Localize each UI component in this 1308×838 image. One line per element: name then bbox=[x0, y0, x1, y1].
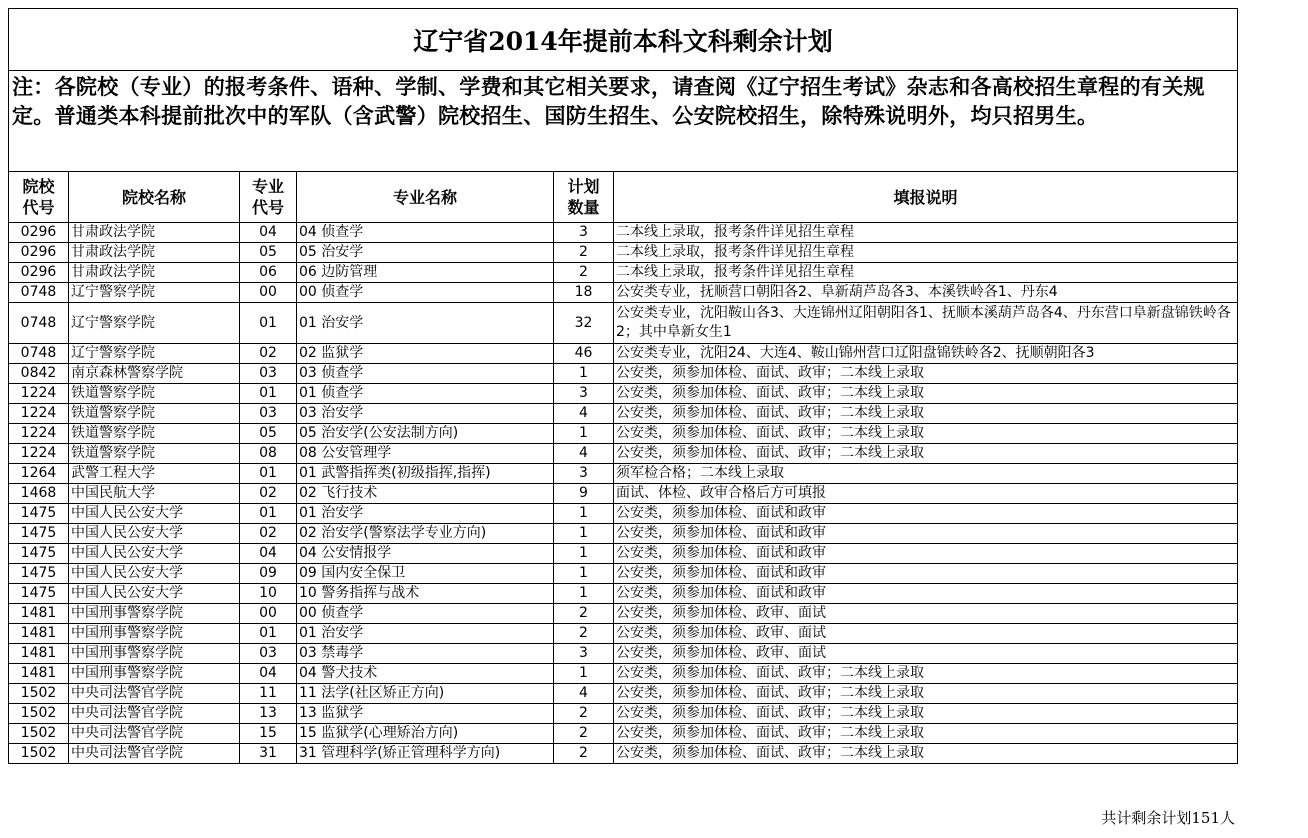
cell-plan-count: 1 bbox=[554, 544, 614, 564]
cell-school-code: 1502 bbox=[9, 684, 69, 704]
cell-remark: 公安类专业，抚顺营口朝阳各2、阜新葫芦岛各3、本溪铁岭各1、丹东4 bbox=[614, 283, 1238, 303]
cell-major-code: 31 bbox=[240, 744, 297, 764]
cell-school-name: 铁道警察学院 bbox=[69, 404, 240, 424]
cell-plan-count: 3 bbox=[554, 223, 614, 243]
cell-plan-count: 1 bbox=[554, 524, 614, 544]
cell-school-code: 0296 bbox=[9, 223, 69, 243]
cell-remark: 公安类，须参加体检、政审、面试 bbox=[614, 604, 1238, 624]
cell-plan-count: 1 bbox=[554, 364, 614, 384]
cell-plan-count: 3 bbox=[554, 464, 614, 484]
cell-school-name: 铁道警察学院 bbox=[69, 424, 240, 444]
cell-remark: 公安类，须参加体检、面试、政审；二本线上录取 bbox=[614, 704, 1238, 724]
cell-school-name: 中国人民公安大学 bbox=[69, 564, 240, 584]
cell-school-name: 中国人民公安大学 bbox=[69, 524, 240, 544]
table-row bbox=[9, 344, 1238, 364]
cell-school-code: 0748 bbox=[9, 283, 69, 303]
table-row bbox=[9, 484, 1238, 504]
cell-major-name: 04 公安情报学 bbox=[297, 544, 554, 564]
cell-plan-count: 4 bbox=[554, 404, 614, 424]
cell-major-code: 09 bbox=[240, 564, 297, 584]
cell-school-code: 1481 bbox=[9, 664, 69, 684]
cell-remark: 二本线上录取，报考条件详见招生章程 bbox=[614, 263, 1238, 283]
cell-remark: 公安类，须参加体检、政审、面试 bbox=[614, 644, 1238, 664]
cell-major-code: 03 bbox=[240, 364, 297, 384]
cell-school-code: 1481 bbox=[9, 624, 69, 644]
table-row bbox=[9, 384, 1238, 404]
cell-major-code: 04 bbox=[240, 664, 297, 684]
cell-remark: 公安类，须参加体检、面试和政审 bbox=[614, 524, 1238, 544]
cell-major-name: 04 侦查学 bbox=[297, 223, 554, 243]
total-summary: 共计剩余计划151人 bbox=[1101, 809, 1235, 827]
note-text: 注：各院校（专业）的报考条件、语种、学制、学费和其它相关要求，请查阅《辽宁招生考试》杂志和各高校招生章程的有关规定。普通类本科提前批次中的军队（含武警）院校招生、国防生招生、公安院校招生，除特殊说明外，均只招男生。 bbox=[9, 71, 1238, 172]
cell-school-name: 中国刑事警察学院 bbox=[69, 664, 240, 684]
cell-major-code: 01 bbox=[240, 384, 297, 404]
cell-plan-count: 3 bbox=[554, 644, 614, 664]
cell-remark: 二本线上录取，报考条件详见招生章程 bbox=[614, 243, 1238, 263]
cell-major-code: 03 bbox=[240, 644, 297, 664]
table-row bbox=[9, 544, 1238, 564]
cell-plan-count: 2 bbox=[554, 724, 614, 744]
cell-school-name: 中国刑事警察学院 bbox=[69, 604, 240, 624]
cell-school-code: 0748 bbox=[9, 344, 69, 364]
table-row bbox=[9, 364, 1238, 384]
cell-school-name: 铁道警察学院 bbox=[69, 384, 240, 404]
table-row bbox=[9, 584, 1238, 604]
cell-school-code: 0296 bbox=[9, 243, 69, 263]
cell-major-name: 13 监狱学 bbox=[297, 704, 554, 724]
page-title: 辽宁省2014年提前本科文科剩余计划 bbox=[9, 9, 1238, 71]
table-row bbox=[9, 404, 1238, 424]
cell-plan-count: 18 bbox=[554, 283, 614, 303]
cell-major-name: 02 治安学(警察法学专业方向) bbox=[297, 524, 554, 544]
cell-major-name: 31 管理科学(矫正管理科学方向) bbox=[297, 744, 554, 764]
cell-school-name: 中国刑事警察学院 bbox=[69, 624, 240, 644]
cell-major-code: 03 bbox=[240, 404, 297, 424]
table-row bbox=[9, 303, 1238, 344]
cell-remark: 二本线上录取，报考条件详见招生章程 bbox=[614, 223, 1238, 243]
cell-major-code: 10 bbox=[240, 584, 297, 604]
cell-school-code: 1481 bbox=[9, 604, 69, 624]
table-row bbox=[9, 604, 1238, 624]
cell-school-name: 辽宁警察学院 bbox=[69, 283, 240, 303]
cell-plan-count: 2 bbox=[554, 744, 614, 764]
cell-school-code: 1475 bbox=[9, 524, 69, 544]
cell-school-code: 1264 bbox=[9, 464, 69, 484]
cell-major-code: 02 bbox=[240, 524, 297, 544]
cell-remark: 公安类，须参加体检、面试、政审；二本线上录取 bbox=[614, 744, 1238, 764]
cell-school-name: 中央司法警官学院 bbox=[69, 704, 240, 724]
cell-major-name: 06 边防管理 bbox=[297, 263, 554, 283]
cell-plan-count: 2 bbox=[554, 263, 614, 283]
cell-remark: 公安类，须参加体检、面试、政审；二本线上录取 bbox=[614, 444, 1238, 464]
cell-school-code: 0842 bbox=[9, 364, 69, 384]
cell-major-name: 01 治安学 bbox=[297, 624, 554, 644]
cell-school-code: 1475 bbox=[9, 584, 69, 604]
table-header-row bbox=[9, 172, 1238, 223]
cell-remark: 面试、体检、政审合格后方可填报 bbox=[614, 484, 1238, 504]
cell-school-code: 1481 bbox=[9, 644, 69, 664]
table-row bbox=[9, 704, 1238, 724]
cell-school-name: 中国民航大学 bbox=[69, 484, 240, 504]
cell-major-name: 00 侦查学 bbox=[297, 283, 554, 303]
cell-school-name: 中国人民公安大学 bbox=[69, 544, 240, 564]
cell-school-name: 甘肃政法学院 bbox=[69, 243, 240, 263]
cell-major-name: 02 监狱学 bbox=[297, 344, 554, 364]
cell-major-name: 01 治安学 bbox=[297, 303, 554, 344]
table-row bbox=[9, 504, 1238, 524]
cell-school-code: 0296 bbox=[9, 263, 69, 283]
cell-major-name: 08 公安管理学 bbox=[297, 444, 554, 464]
cell-school-code: 1502 bbox=[9, 704, 69, 724]
cell-school-name: 中央司法警官学院 bbox=[69, 724, 240, 744]
cell-plan-count: 2 bbox=[554, 704, 614, 724]
table-row bbox=[9, 684, 1238, 704]
cell-remark: 公安类，须参加体检、面试、政审；二本线上录取 bbox=[614, 384, 1238, 404]
table-row bbox=[9, 744, 1238, 764]
cell-plan-count: 2 bbox=[554, 604, 614, 624]
cell-school-code: 1468 bbox=[9, 484, 69, 504]
cell-plan-count: 3 bbox=[554, 384, 614, 404]
cell-plan-count: 1 bbox=[554, 584, 614, 604]
cell-school-code: 1502 bbox=[9, 744, 69, 764]
cell-major-name: 02 飞行技术 bbox=[297, 484, 554, 504]
cell-remark: 公安类，须参加体检、面试、政审；二本线上录取 bbox=[614, 684, 1238, 704]
cell-remark: 公安类，须参加体检、面试和政审 bbox=[614, 564, 1238, 584]
cell-major-code: 08 bbox=[240, 444, 297, 464]
table-row bbox=[9, 263, 1238, 283]
cell-plan-count: 46 bbox=[554, 344, 614, 364]
cell-plan-count: 2 bbox=[554, 624, 614, 644]
cell-major-name: 15 监狱学(心理矫治方向) bbox=[297, 724, 554, 744]
cell-major-name: 01 侦查学 bbox=[297, 384, 554, 404]
table-row bbox=[9, 524, 1238, 544]
cell-major-code: 05 bbox=[240, 424, 297, 444]
cell-remark: 公安类，须参加体检、面试、政审；二本线上录取 bbox=[614, 424, 1238, 444]
cell-remark: 公安类专业，沈阳鞍山各3、大连锦州辽阳朝阳各1、抚顺本溪葫芦岛各4、丹东营口阜新盘锦铁岭各2；其中阜新女生1 bbox=[614, 303, 1238, 344]
cell-remark: 公安类专业，沈阳24、大连4、鞍山锦州营口辽阳盘锦铁岭各2、抚顺朝阳各3 bbox=[614, 344, 1238, 364]
table-row bbox=[9, 564, 1238, 584]
cell-school-name: 辽宁警察学院 bbox=[69, 303, 240, 344]
header-plan-count: 计划 数量 bbox=[554, 172, 614, 223]
table-row bbox=[9, 424, 1238, 444]
cell-major-code: 04 bbox=[240, 223, 297, 243]
cell-major-code: 15 bbox=[240, 724, 297, 744]
cell-plan-count: 9 bbox=[554, 484, 614, 504]
cell-major-name: 01 治安学 bbox=[297, 504, 554, 524]
cell-major-name: 05 治安学(公安法制方向) bbox=[297, 424, 554, 444]
cell-school-name: 铁道警察学院 bbox=[69, 444, 240, 464]
cell-school-name: 武警工程大学 bbox=[69, 464, 240, 484]
cell-major-code: 06 bbox=[240, 263, 297, 283]
cell-school-code: 1502 bbox=[9, 724, 69, 744]
cell-remark: 公安类，须参加体检、面试和政审 bbox=[614, 544, 1238, 564]
cell-remark: 公安类，须参加体检、政审、面试 bbox=[614, 624, 1238, 644]
cell-major-code: 00 bbox=[240, 604, 297, 624]
cell-major-code: 01 bbox=[240, 464, 297, 484]
cell-plan-count: 2 bbox=[554, 243, 614, 263]
cell-major-code: 01 bbox=[240, 624, 297, 644]
cell-major-code: 00 bbox=[240, 283, 297, 303]
cell-major-name: 05 治安学 bbox=[297, 243, 554, 263]
header-major-name: 专业名称 bbox=[297, 172, 554, 223]
cell-school-name: 中央司法警官学院 bbox=[69, 684, 240, 704]
cell-plan-count: 4 bbox=[554, 684, 614, 704]
cell-major-name: 01 武警指挥类(初级指挥,指挥) bbox=[297, 464, 554, 484]
cell-plan-count: 1 bbox=[554, 564, 614, 584]
header-school-code: 院校 代号 bbox=[9, 172, 69, 223]
cell-major-code: 01 bbox=[240, 504, 297, 524]
cell-major-name: 11 法学(社区矫正方向) bbox=[297, 684, 554, 704]
cell-major-name: 04 警犬技术 bbox=[297, 664, 554, 684]
cell-major-code: 01 bbox=[240, 303, 297, 344]
cell-remark: 公安类，须参加体检、面试和政审 bbox=[614, 584, 1238, 604]
cell-major-code: 13 bbox=[240, 704, 297, 724]
cell-major-name: 10 警务指挥与战术 bbox=[297, 584, 554, 604]
cell-major-name: 09 国内安全保卫 bbox=[297, 564, 554, 584]
cell-school-code: 1224 bbox=[9, 404, 69, 424]
cell-school-name: 南京森林警察学院 bbox=[69, 364, 240, 384]
plan-table bbox=[8, 8, 1238, 764]
cell-school-code: 1475 bbox=[9, 544, 69, 564]
cell-school-name: 中国人民公安大学 bbox=[69, 584, 240, 604]
cell-remark: 公安类，须参加体检、面试、政审；二本线上录取 bbox=[614, 724, 1238, 744]
cell-major-name: 03 治安学 bbox=[297, 404, 554, 424]
cell-remark: 公安类，须参加体检、面试、政审；二本线上录取 bbox=[614, 404, 1238, 424]
table-row bbox=[9, 243, 1238, 263]
table-row bbox=[9, 664, 1238, 684]
table-row bbox=[9, 624, 1238, 644]
table-row bbox=[9, 644, 1238, 664]
cell-plan-count: 4 bbox=[554, 444, 614, 464]
cell-major-code: 11 bbox=[240, 684, 297, 704]
table-row bbox=[9, 464, 1238, 484]
cell-school-name: 甘肃政法学院 bbox=[69, 223, 240, 243]
table-body bbox=[9, 223, 1238, 764]
cell-remark: 公安类，须参加体检、面试、政审；二本线上录取 bbox=[614, 664, 1238, 684]
cell-major-code: 04 bbox=[240, 544, 297, 564]
cell-major-name: 00 侦查学 bbox=[297, 604, 554, 624]
header-remarks: 填报说明 bbox=[614, 172, 1238, 223]
table-row bbox=[9, 283, 1238, 303]
cell-school-name: 中国刑事警察学院 bbox=[69, 644, 240, 664]
table-row bbox=[9, 444, 1238, 464]
cell-remark: 须军检合格；二本线上录取 bbox=[614, 464, 1238, 484]
cell-plan-count: 1 bbox=[554, 504, 614, 524]
table-row bbox=[9, 223, 1238, 243]
cell-major-code: 05 bbox=[240, 243, 297, 263]
cell-major-name: 03 侦查学 bbox=[297, 364, 554, 384]
header-school-name: 院校名称 bbox=[69, 172, 240, 223]
cell-remark: 公安类，须参加体检、面试和政审 bbox=[614, 504, 1238, 524]
cell-school-code: 1224 bbox=[9, 444, 69, 464]
cell-school-code: 1475 bbox=[9, 504, 69, 524]
cell-major-code: 02 bbox=[240, 484, 297, 504]
cell-plan-count: 1 bbox=[554, 664, 614, 684]
header-major-code: 专业 代号 bbox=[240, 172, 297, 223]
cell-school-name: 辽宁警察学院 bbox=[69, 344, 240, 364]
cell-plan-count: 32 bbox=[554, 303, 614, 344]
cell-school-code: 0748 bbox=[9, 303, 69, 344]
cell-remark: 公安类，须参加体检、面试、政审；二本线上录取 bbox=[614, 364, 1238, 384]
table-row bbox=[9, 724, 1238, 744]
cell-major-code: 02 bbox=[240, 344, 297, 364]
cell-plan-count: 1 bbox=[554, 424, 614, 444]
cell-school-code: 1475 bbox=[9, 564, 69, 584]
cell-school-name: 甘肃政法学院 bbox=[69, 263, 240, 283]
cell-school-code: 1224 bbox=[9, 384, 69, 404]
cell-major-name: 03 禁毒学 bbox=[297, 644, 554, 664]
cell-school-name: 中国人民公安大学 bbox=[69, 504, 240, 524]
cell-school-name: 中央司法警官学院 bbox=[69, 744, 240, 764]
cell-school-code: 1224 bbox=[9, 424, 69, 444]
